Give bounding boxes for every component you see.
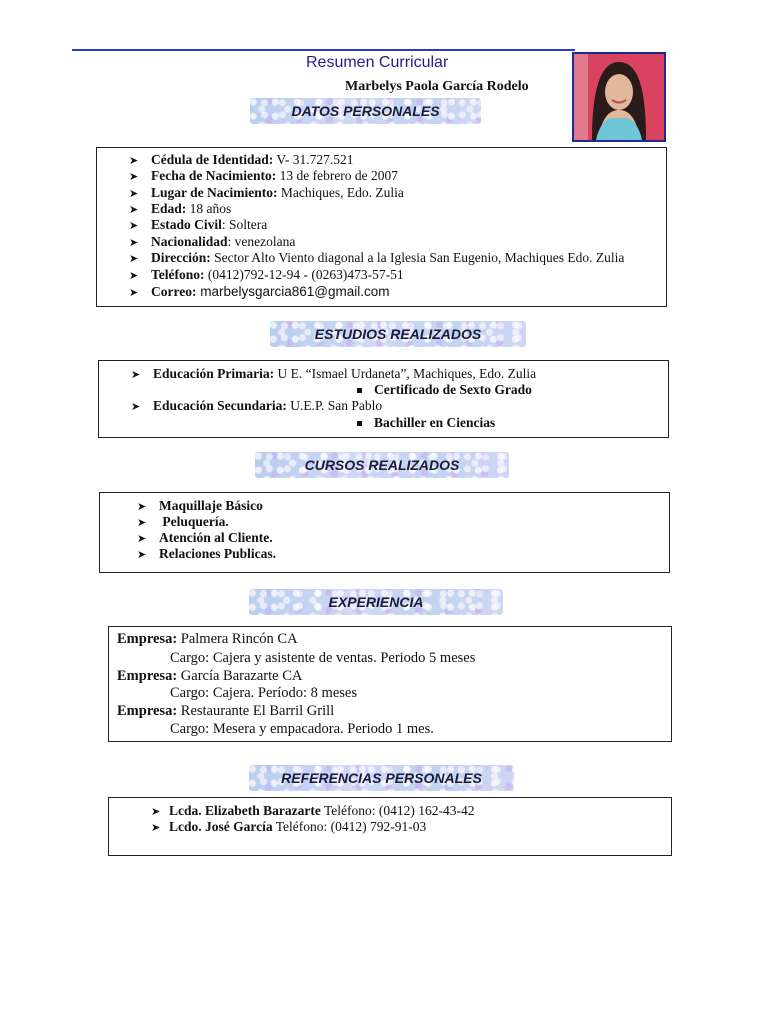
section-header-referencias: REFERENCIAS PERSONALES (249, 765, 514, 791)
experience-box (108, 626, 672, 742)
arrow-bullet-icon: ➤ (137, 501, 147, 513)
arrow-bullet-icon: ➤ (131, 369, 141, 381)
header-rule (72, 49, 575, 51)
arrow-bullet-icon: ➤ (129, 237, 139, 249)
section-header-cursos: CURSOS REALIZADOS (255, 452, 509, 478)
square-bullet-icon (357, 421, 362, 426)
personal-item: ➤ Nacionalidad: venezolana (129, 234, 296, 249)
courses-box (99, 492, 670, 573)
job-company: Empresa: Restaurante El Barril Grill (117, 703, 335, 719)
course-item: ➤ Relaciones Publicas. (137, 546, 276, 561)
references-box (108, 797, 672, 856)
arrow-bullet-icon: ➤ (137, 533, 147, 545)
document-title: Resumen Curricular (306, 54, 449, 71)
arrow-bullet-icon: ➤ (129, 171, 139, 183)
personal-item: ➤ Edad: 18 años (129, 201, 232, 216)
arrow-bullet-icon: ➤ (129, 204, 139, 216)
section-header-experiencia: EXPERIENCIA (249, 589, 503, 615)
job-company: Empresa: García Barazarte CA (117, 668, 303, 684)
portrait-icon (574, 54, 664, 140)
personal-item: ➤ Fecha de Nacimiento: 13 de febrero de 2007 (129, 168, 399, 183)
arrow-bullet-icon: ➤ (137, 517, 147, 529)
arrow-bullet-icon: ➤ (129, 287, 139, 299)
arrow-bullet-icon: ➤ (137, 549, 147, 561)
personal-data-box (96, 147, 667, 307)
job-company: Empresa: Palmera Rincón CA (117, 631, 298, 647)
arrow-bullet-icon: ➤ (151, 806, 161, 818)
study-item: ➤ Educación Secundaria: U.E.P. San Pablo (131, 398, 383, 413)
personal-item: ➤ Estado Civil: Soltera (129, 217, 268, 232)
course-item: ➤ Peluquería. (137, 514, 229, 529)
profile-photo (572, 52, 666, 142)
study-certificate: Certificado de Sexto Grado (357, 382, 532, 398)
arrow-bullet-icon: ➤ (129, 220, 139, 232)
reference-item: ➤ Lcda. Elizabeth Barazarte Teléfono: (0412) 162-43-42 (151, 803, 475, 818)
studies-box (98, 360, 669, 438)
reference-item: ➤ Lcdo. José García Teléfono: (0412) 792-91-03 (151, 819, 427, 834)
square-bullet-icon (357, 388, 362, 393)
arrow-bullet-icon: ➤ (129, 270, 139, 282)
section-header-estudios: ESTUDIOS REALIZADOS (270, 321, 526, 347)
personal-item: ➤ Teléfono: (0412)792-12-94 - (0263)473-57-51 (129, 267, 404, 282)
study-item: ➤ Educación Primaria: U E. “Ismael Urdaneta”, Machiques, Edo. Zulia (131, 366, 537, 381)
personal-item: ➤ Dirección: Sector Alto Viento diagonal a la Iglesia San Eugenio, Machiques Edo. Zulia (129, 250, 625, 265)
course-item: ➤ Maquillaje Básico (137, 498, 263, 513)
personal-item: ➤ Correo: marbelysgarcia861@gmail.com (129, 284, 390, 299)
arrow-bullet-icon: ➤ (129, 188, 139, 200)
section-header-datos: DATOS PERSONALES (250, 98, 481, 124)
candidate-name: Marbelys Paola García Rodelo (345, 79, 529, 94)
course-item: ➤ Atención al Cliente. (137, 530, 273, 545)
study-certificate: Bachiller en Ciencias (357, 415, 495, 431)
job-role: Cargo: Mesera y empacadora. Periodo 1 mes. (170, 721, 434, 737)
personal-item: ➤ Cédula de Identidad: V- 31.727.521 (129, 152, 354, 167)
job-role: Cargo: Cajera. Período: 8 meses (170, 685, 357, 701)
arrow-bullet-icon: ➤ (129, 155, 139, 167)
arrow-bullet-icon: ➤ (131, 401, 141, 413)
personal-item: ➤ Lugar de Nacimiento: Machiques, Edo. Zulia (129, 185, 404, 200)
arrow-bullet-icon: ➤ (151, 822, 161, 834)
arrow-bullet-icon: ➤ (129, 253, 139, 265)
job-role: Cargo: Cajera y asistente de ventas. Periodo 5 meses (170, 650, 476, 666)
